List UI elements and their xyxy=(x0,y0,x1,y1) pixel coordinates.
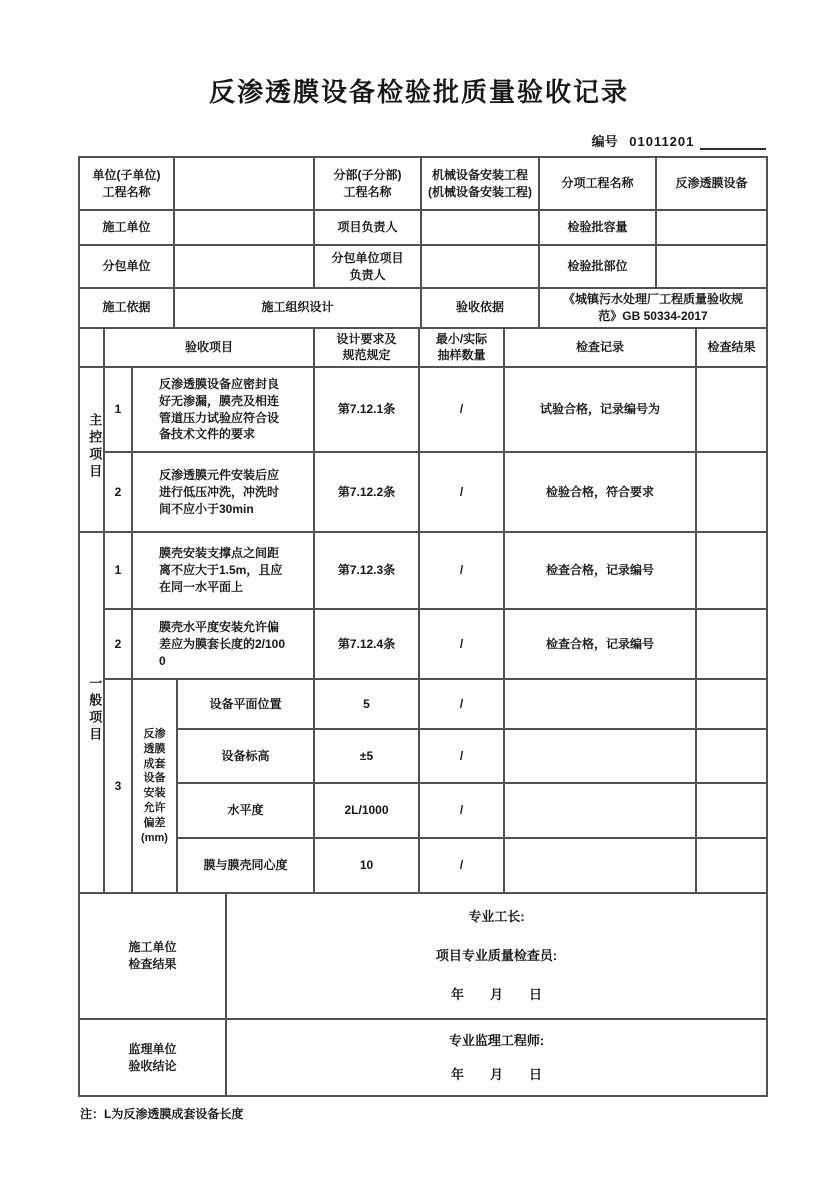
item-requirement: 5 xyxy=(314,679,419,729)
item-result xyxy=(696,838,767,893)
item-requirement: 第7.12.3条 xyxy=(314,532,419,609)
main-section-label: 主控项目 xyxy=(79,367,104,532)
quality-inspector-signature-line: 项目专业质量检查员: xyxy=(435,948,558,964)
signoff-table xyxy=(78,892,768,1097)
deviation-item-name: 水平度 xyxy=(177,783,314,838)
info-row-basis xyxy=(79,288,767,328)
construction-unit-label: 施工单位 xyxy=(79,210,174,245)
item-result xyxy=(696,452,767,532)
info-row-subcontract xyxy=(79,245,767,288)
item-sample: / xyxy=(419,452,504,532)
doc-number xyxy=(78,131,766,150)
construction-check-result-content xyxy=(226,893,767,1019)
deviation-row-2 xyxy=(79,729,767,783)
item-result xyxy=(696,679,767,729)
construction-date-line: 年 月 日 xyxy=(450,987,542,1003)
acceptance-basis-label: 验收依据 xyxy=(421,288,539,328)
item-record xyxy=(504,838,696,893)
deviation-row-4 xyxy=(79,838,767,893)
doc-number-value: 01011201 xyxy=(629,134,695,149)
items-header-item: 验收项目 xyxy=(104,328,314,368)
construction-check-row xyxy=(79,893,767,1019)
item-sample: / xyxy=(419,609,504,679)
subcontract-unit-label: 分包单位 xyxy=(79,245,174,288)
item-record: 检查合格，记录编号 xyxy=(504,609,696,679)
item-result xyxy=(696,729,767,783)
item-result xyxy=(696,532,767,609)
batch-capacity-label: 检验批容量 xyxy=(539,210,656,245)
construction-check-result-label: 施工单位检查结果 xyxy=(79,893,226,1019)
items-header-spacer xyxy=(79,328,104,368)
item-requirement: 第7.12.2条 xyxy=(314,452,419,532)
main-item-row-1 xyxy=(79,367,767,452)
item-sample: / xyxy=(419,367,504,452)
subitem-project-name-label: 分项工程名称 xyxy=(539,157,656,210)
info-row-construction xyxy=(79,210,767,245)
item-desc: 反渗透膜元件安装后应进行低压冲洗，冲洗时间不应小于30min xyxy=(132,452,314,532)
deviation-item-name: 设备平面位置 xyxy=(177,679,314,729)
item-requirement: 10 xyxy=(314,838,419,893)
items-header-sample: 最小/实际抽样数量 xyxy=(419,328,504,368)
item-no: 1 xyxy=(104,367,132,452)
subcontract-unit-value xyxy=(174,245,314,288)
footnote: 注：L为反渗透膜成套设备长度 xyxy=(80,1107,244,1122)
item-sample: / xyxy=(419,729,504,783)
unit-project-name-value xyxy=(174,157,314,210)
foreman-signature-line: 专业工长: xyxy=(468,908,525,924)
item-result xyxy=(696,367,767,452)
item-record xyxy=(504,729,696,783)
item-sample: / xyxy=(419,532,504,609)
general-item-row-2 xyxy=(79,609,767,679)
item-record: 检查合格，记录编号 xyxy=(504,532,696,609)
items-header-requirement: 设计要求及规范规定 xyxy=(314,328,419,368)
construction-basis-value: 施工组织设计 xyxy=(174,288,421,328)
item-result xyxy=(696,783,767,838)
item-no: 1 xyxy=(104,532,132,609)
supervising-engineer-signature-line: 专业监理工程师: xyxy=(448,1032,545,1048)
general-section-label: 一般项目 xyxy=(79,532,104,893)
acceptance-basis-value: 《城镇污水处理厂工程质量验收规范》GB 50334-2017 xyxy=(539,288,767,328)
item-no: 3 xyxy=(104,679,132,893)
subitem-project-name-value: 反渗透膜设备 xyxy=(656,157,767,210)
deviation-row-3 xyxy=(79,783,767,838)
unit-project-name-label: 单位(子单位)工程名称 xyxy=(79,157,174,210)
info-table xyxy=(78,156,768,329)
items-header-result: 检查结果 xyxy=(696,328,767,368)
batch-location-label: 检验批部位 xyxy=(539,245,656,288)
info-row-project xyxy=(79,157,767,210)
subcontract-leader-value xyxy=(421,245,539,288)
supervision-conclusion-content xyxy=(226,1019,767,1096)
main-item-row-2 xyxy=(79,452,767,532)
page-title: 反渗透膜设备检验批质量验收记录 xyxy=(208,77,629,107)
project-leader-label: 项目负责人 xyxy=(314,210,421,245)
item-desc: 反渗透膜设备应密封良好无渗漏，膜壳及相连管道压力试验应符合设备技术文件的要求 xyxy=(132,367,314,452)
supervision-conclusion-row xyxy=(79,1019,767,1096)
doc-number-underline xyxy=(700,137,766,150)
item-no: 2 xyxy=(104,452,132,532)
item-sample: / xyxy=(419,679,504,729)
item-requirement: 第7.12.1条 xyxy=(314,367,419,452)
item-requirement: ±5 xyxy=(314,729,419,783)
item-record xyxy=(504,783,696,838)
item-requirement: 2L/1000 xyxy=(314,783,419,838)
item-sample: / xyxy=(419,838,504,893)
general-item-row-1 xyxy=(79,532,767,609)
item-requirement: 第7.12.4条 xyxy=(314,609,419,679)
doc-number-label: 编号 xyxy=(591,134,618,149)
supervision-date-line: 年 月 日 xyxy=(450,1066,542,1082)
items-table xyxy=(78,327,768,895)
item-no: 2 xyxy=(104,609,132,679)
item-result xyxy=(696,609,767,679)
supervision-conclusion-label: 监理单位验收结论 xyxy=(79,1019,226,1096)
construction-unit-value xyxy=(174,210,314,245)
deviation-item-name: 膜与膜壳同心度 xyxy=(177,838,314,893)
deviation-item-name: 设备标高 xyxy=(177,729,314,783)
item-desc: 膜壳水平度安装允许偏差应为膜套长度的2/1000 xyxy=(132,609,314,679)
deviation-group-label: 反渗透膜成套设备安装允许偏差(mm) xyxy=(132,679,177,893)
item-record: 检验合格，符合要求 xyxy=(504,452,696,532)
item-record: 试验合格，记录编号为 xyxy=(504,367,696,452)
batch-capacity-value xyxy=(656,210,767,245)
items-header-row xyxy=(79,328,767,368)
item-record xyxy=(504,679,696,729)
project-leader-value xyxy=(421,210,539,245)
subcontract-leader-label: 分包单位项目负责人 xyxy=(314,245,421,288)
item-desc: 膜壳安装支撑点之间距离不应大于1.5m，且应在同一水平面上 xyxy=(132,532,314,609)
division-project-name-value: 机械设备安装工程(机械设备安装工程) xyxy=(421,157,539,210)
batch-location-value xyxy=(656,245,767,288)
construction-basis-label: 施工依据 xyxy=(79,288,174,328)
deviation-row-1 xyxy=(79,679,767,729)
items-header-record: 检查记录 xyxy=(504,328,696,368)
division-project-name-label: 分部(子分部)工程名称 xyxy=(314,157,421,210)
item-sample: / xyxy=(419,783,504,838)
